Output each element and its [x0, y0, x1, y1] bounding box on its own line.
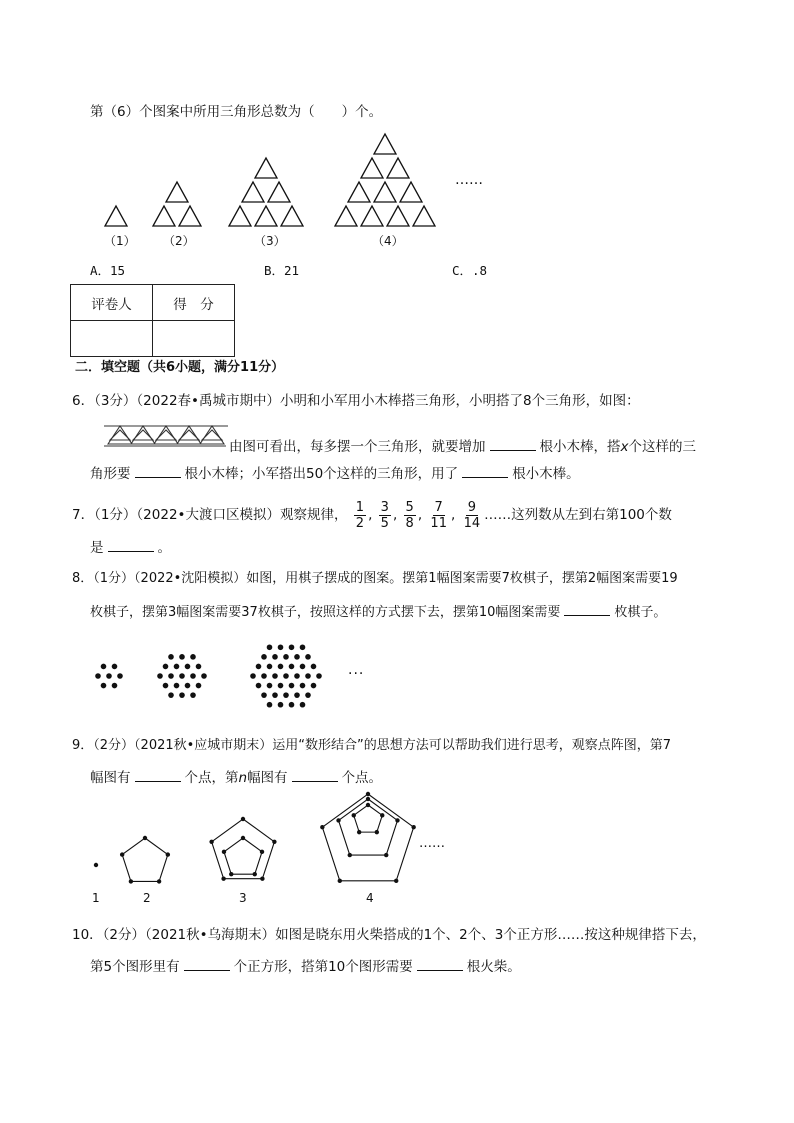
- pattern-4-triangle: [361, 206, 383, 226]
- hex-pattern-3-dot: [305, 673, 311, 679]
- figure-4-dot: [348, 853, 352, 857]
- figure-4-dot: [366, 803, 370, 807]
- figure-2-dot: [166, 852, 170, 856]
- figure-4-dot: [380, 813, 384, 817]
- q9-line1: 9．（2分）（2021秋•应城市期末）运用“数形结合”的思想方法可以帮助我们进行思考，观察点阵图，第7: [72, 738, 672, 753]
- grader-cell[interactable]: [71, 321, 153, 357]
- figure-2-dot: [157, 879, 161, 883]
- hex-pattern-3-dot: [256, 683, 262, 689]
- figure-2-dot: [120, 852, 124, 856]
- hex-pattern-2-dot: [168, 692, 174, 698]
- stick-triangle-inner: [133, 430, 153, 440]
- pattern-label-3: （3）: [254, 234, 286, 248]
- figure-4-dot: [394, 879, 398, 883]
- hex-pattern-3-dot: [294, 692, 300, 698]
- hex-pattern-1-dot: [112, 683, 118, 689]
- hex-pattern-3-dot: [278, 683, 284, 689]
- hex-pattern-2-dot: [168, 673, 174, 679]
- figure-1-dot: [94, 863, 98, 867]
- stick-triangle: [200, 426, 224, 444]
- pattern-4-triangle: [335, 206, 357, 226]
- figure-4-dot: [366, 792, 370, 796]
- figure-3-pentagon-1: [212, 819, 275, 879]
- option-b[interactable]: B．21: [264, 263, 300, 278]
- figure-4-dot: [320, 825, 324, 829]
- hex-pattern-3-dot: [272, 654, 278, 660]
- hex-pattern-3-dot: [283, 673, 289, 679]
- hex-pattern-1-dot: [112, 664, 118, 670]
- hex-pattern-3-dot: [300, 644, 306, 650]
- hex-pattern-2-dot: [157, 673, 163, 679]
- figure-3-dot: [222, 850, 226, 854]
- q10-line2: 第5个图形里有 个正方形，搭第10个图形需要 根火柴。: [90, 956, 521, 977]
- pattern-4-triangle: [387, 206, 409, 226]
- hex-pattern-3-dot: [289, 644, 295, 650]
- hex-pattern-2-dot: [168, 654, 174, 660]
- q9-line2: 幅图有 个点，第n幅图有 个点。: [90, 767, 382, 788]
- hex-pattern-2-dot: [174, 664, 180, 670]
- figure-4-dot: [375, 830, 379, 834]
- figure-4-dot: [366, 797, 370, 801]
- figure-4-dot: [395, 818, 399, 822]
- figure-4-dot: [338, 879, 342, 883]
- fraction-1: $\frac{1}{2}$: [355, 499, 365, 531]
- hex-pattern-3-dot: [278, 664, 284, 670]
- stick-triangle: [108, 426, 132, 444]
- hex-pattern-3-dot: [316, 673, 322, 679]
- pattern-3-triangle: [255, 206, 277, 226]
- figure-2-dot: [143, 836, 147, 840]
- option-a[interactable]: A．15: [90, 263, 126, 278]
- q6-blank-2[interactable]: [135, 463, 181, 478]
- q6-lead: 6．（3分）（2022春•禹城市期中）小明和小军用小木棒搭三角形，小明搭了8个三角形，如图：: [72, 393, 640, 409]
- hex-pattern-3-dot: [300, 683, 306, 689]
- hex-pattern-3-dot: [311, 664, 317, 670]
- hex-pattern-2-dot: [163, 664, 169, 670]
- fraction-4: $\frac{7}{11}$: [430, 499, 447, 531]
- hex-pattern-3-dot: [272, 692, 278, 698]
- stick-triangle: [154, 426, 178, 444]
- q8-line1: 8．（1分）（2022•沈阳模拟）如图，用棋子摆成的图案。摆第1幅图案需要7枚棋子，摆第2幅图案需要19: [72, 571, 678, 586]
- q7-blank[interactable]: [108, 537, 154, 552]
- pattern-1-triangle: [105, 206, 127, 226]
- hex-pattern-2-dot: [196, 683, 202, 689]
- stick-triangle: [131, 426, 155, 444]
- pattern-4-triangle: [361, 158, 383, 178]
- q8-blank[interactable]: [564, 601, 610, 616]
- figure-4-dot: [336, 818, 340, 822]
- q9-ellipsis: ……: [419, 836, 445, 851]
- figure-3-dot: [260, 850, 264, 854]
- stick-triangle-inner: [179, 430, 199, 440]
- pattern-2-triangle: [179, 206, 201, 226]
- q10-line1: 10．（2分）（2021秋•乌海期末）如图是晓东用火柴搭成的1个、2个、3个正方形……按这种规律搭下去，: [72, 927, 706, 943]
- dot-figure-label-1: 1: [92, 891, 100, 905]
- q8-ellipsis: ···: [348, 666, 365, 682]
- hex-pattern-2-dot: [163, 683, 169, 689]
- figure-3-dot: [241, 817, 245, 821]
- hex-pattern-3-dot: [261, 673, 267, 679]
- dot-figure-label-4: 4: [366, 891, 374, 905]
- q8-line2: 枚棋子，摆第3幅图案需要37枚棋子，按照这样的方式摆下去，摆第10幅图案需要 枚棋子。: [90, 601, 666, 623]
- figure-3-dot: [272, 840, 276, 844]
- dot-figure-label-3: 3: [239, 891, 247, 905]
- figure-3-dot: [260, 876, 264, 880]
- figure-4-dot: [357, 830, 361, 834]
- figure-2-pentagon-1: [122, 838, 168, 881]
- q10-blank-2[interactable]: [417, 956, 463, 971]
- fraction-5: $\frac{9}{14}$: [463, 499, 481, 531]
- hex-pattern-3-dot: [278, 644, 284, 650]
- pattern-3-triangle: [242, 182, 264, 202]
- option-c[interactable]: C．.8: [452, 263, 488, 278]
- fraction-3: $\frac{5}{8}$: [405, 499, 414, 531]
- hex-pattern-2-dot: [185, 683, 191, 689]
- figure-4-pentagon-1: [339, 799, 398, 855]
- pattern-4-triangle: [348, 182, 370, 202]
- figure-3-dot: [221, 876, 225, 880]
- fraction-2: $\frac{3}{5}$: [380, 499, 389, 531]
- hex-pattern-3-dot: [283, 692, 289, 698]
- hex-pattern-3-dot: [261, 654, 267, 660]
- q10-blank-1[interactable]: [184, 956, 230, 971]
- stick-triangle-inner: [202, 430, 222, 440]
- pattern-2-triangle: [153, 206, 175, 226]
- section-title: 二．填空题（共6小题，满分11分）: [75, 360, 285, 375]
- score-cell[interactable]: [153, 321, 235, 357]
- pattern-ellipsis: ……: [455, 172, 483, 188]
- hex-pattern-3-dot: [256, 664, 262, 670]
- figure-3-dot: [229, 872, 233, 876]
- dot-figure-label-2: 2: [143, 891, 151, 905]
- hex-pattern-2-dot: [179, 692, 185, 698]
- hex-pattern-2-dot: [201, 673, 207, 679]
- hex-pattern-2-dot: [179, 654, 185, 660]
- q5-stem: 第（6）个图案中所用三角形总数为（ ）个。: [90, 104, 383, 120]
- q6-blank-1[interactable]: [490, 436, 536, 451]
- stick-triangle-inner: [110, 430, 130, 440]
- pattern-label-4: （4）: [372, 234, 404, 248]
- pattern-3-triangle: [229, 206, 251, 226]
- q9-blank-1[interactable]: [135, 767, 181, 782]
- figure-4-dot: [384, 853, 388, 857]
- figure-2-dot: [129, 879, 133, 883]
- figure-3-dot: [241, 836, 245, 840]
- hex-pattern-3-dot: [300, 702, 306, 708]
- hex-pattern-3-dot: [289, 664, 295, 670]
- grader-header: 评卷人: [71, 285, 153, 321]
- hex-pattern-1-dot: [117, 673, 123, 679]
- hex-pattern-3-dot: [305, 654, 311, 660]
- hex-pattern-3-dot: [261, 692, 267, 698]
- figure-3-dot: [253, 872, 257, 876]
- hex-pattern-3-dot: [311, 683, 317, 689]
- hex-pattern-2-dot: [185, 664, 191, 670]
- figure-3-pentagon-1: [224, 838, 262, 874]
- pattern-label-1: （1）: [104, 234, 136, 248]
- stick-triangle: [177, 426, 201, 444]
- figure-4-pentagon-1: [354, 805, 383, 832]
- hex-pattern-3-dot: [267, 702, 273, 708]
- hex-pattern-2-dot: [174, 683, 180, 689]
- figure-3-dot: [209, 840, 213, 844]
- pattern-4-triangle: [374, 182, 396, 202]
- stick-triangle-inner: [156, 430, 176, 440]
- pattern-2-triangle: [166, 182, 188, 202]
- figure-4-dot: [411, 825, 415, 829]
- hex-pattern-3-dot: [300, 664, 306, 670]
- score-table: [70, 284, 235, 357]
- hex-pattern-2-dot: [190, 654, 196, 660]
- q6-blank-3[interactable]: [462, 463, 508, 478]
- hex-pattern-3-dot: [278, 702, 284, 708]
- hex-pattern-2-dot: [190, 673, 196, 679]
- hex-pattern-3-dot: [294, 654, 300, 660]
- q6-line2: 由图可看出，每多摆一个三角形，就要增加 根小木棒，搭x个这样的三: [229, 436, 696, 457]
- pattern-3-triangle: [255, 158, 277, 178]
- hex-pattern-3-dot: [267, 644, 273, 650]
- hex-pattern-1-dot: [101, 664, 107, 670]
- hex-pattern-3-dot: [305, 692, 311, 698]
- pattern-4-triangle: [374, 134, 396, 154]
- hex-pattern-3-dot: [250, 673, 256, 679]
- hex-pattern-3-dot: [289, 683, 295, 689]
- hex-pattern-2-dot: [190, 692, 196, 698]
- figure-4-dot: [352, 813, 356, 817]
- hex-pattern-3-dot: [267, 683, 273, 689]
- q9-blank-2[interactable]: [292, 767, 338, 782]
- q7-line1: 7．（1分）（2022•大渡口区模拟）观察规律， $\frac{1}{2}$ , $\frac{3}{5}$ , $\frac{5}{8}$ , $\frac{7}{11}$ , $\frac{9}{14}$ ……这列数从左到右第100个数: [72, 499, 672, 531]
- pattern-3-triangle: [281, 206, 303, 226]
- hex-pattern-1-dot: [106, 673, 112, 679]
- hex-pattern-2-dot: [196, 664, 202, 670]
- hex-pattern-2-dot: [179, 673, 185, 679]
- pattern-label-2: （2）: [163, 234, 195, 248]
- hex-pattern-3-dot: [267, 664, 273, 670]
- pattern-3-triangle: [268, 182, 290, 202]
- hex-pattern-3-dot: [283, 654, 289, 660]
- pattern-4-triangle: [387, 158, 409, 178]
- hex-pattern-1-dot: [95, 673, 101, 679]
- pattern-4-triangle: [400, 182, 422, 202]
- q7-line2: 是 。: [90, 537, 171, 558]
- pattern-4-triangle: [413, 206, 435, 226]
- hex-pattern-3-dot: [294, 673, 300, 679]
- hex-pattern-1-dot: [101, 683, 107, 689]
- hex-pattern-3-dot: [272, 673, 278, 679]
- score-header: 得 分: [153, 285, 235, 321]
- hex-pattern-3-dot: [289, 702, 295, 708]
- q6-line3: 角形要 根小木棒；小军搭出50个这样的三角形，用了 根小木棒。: [90, 463, 580, 484]
